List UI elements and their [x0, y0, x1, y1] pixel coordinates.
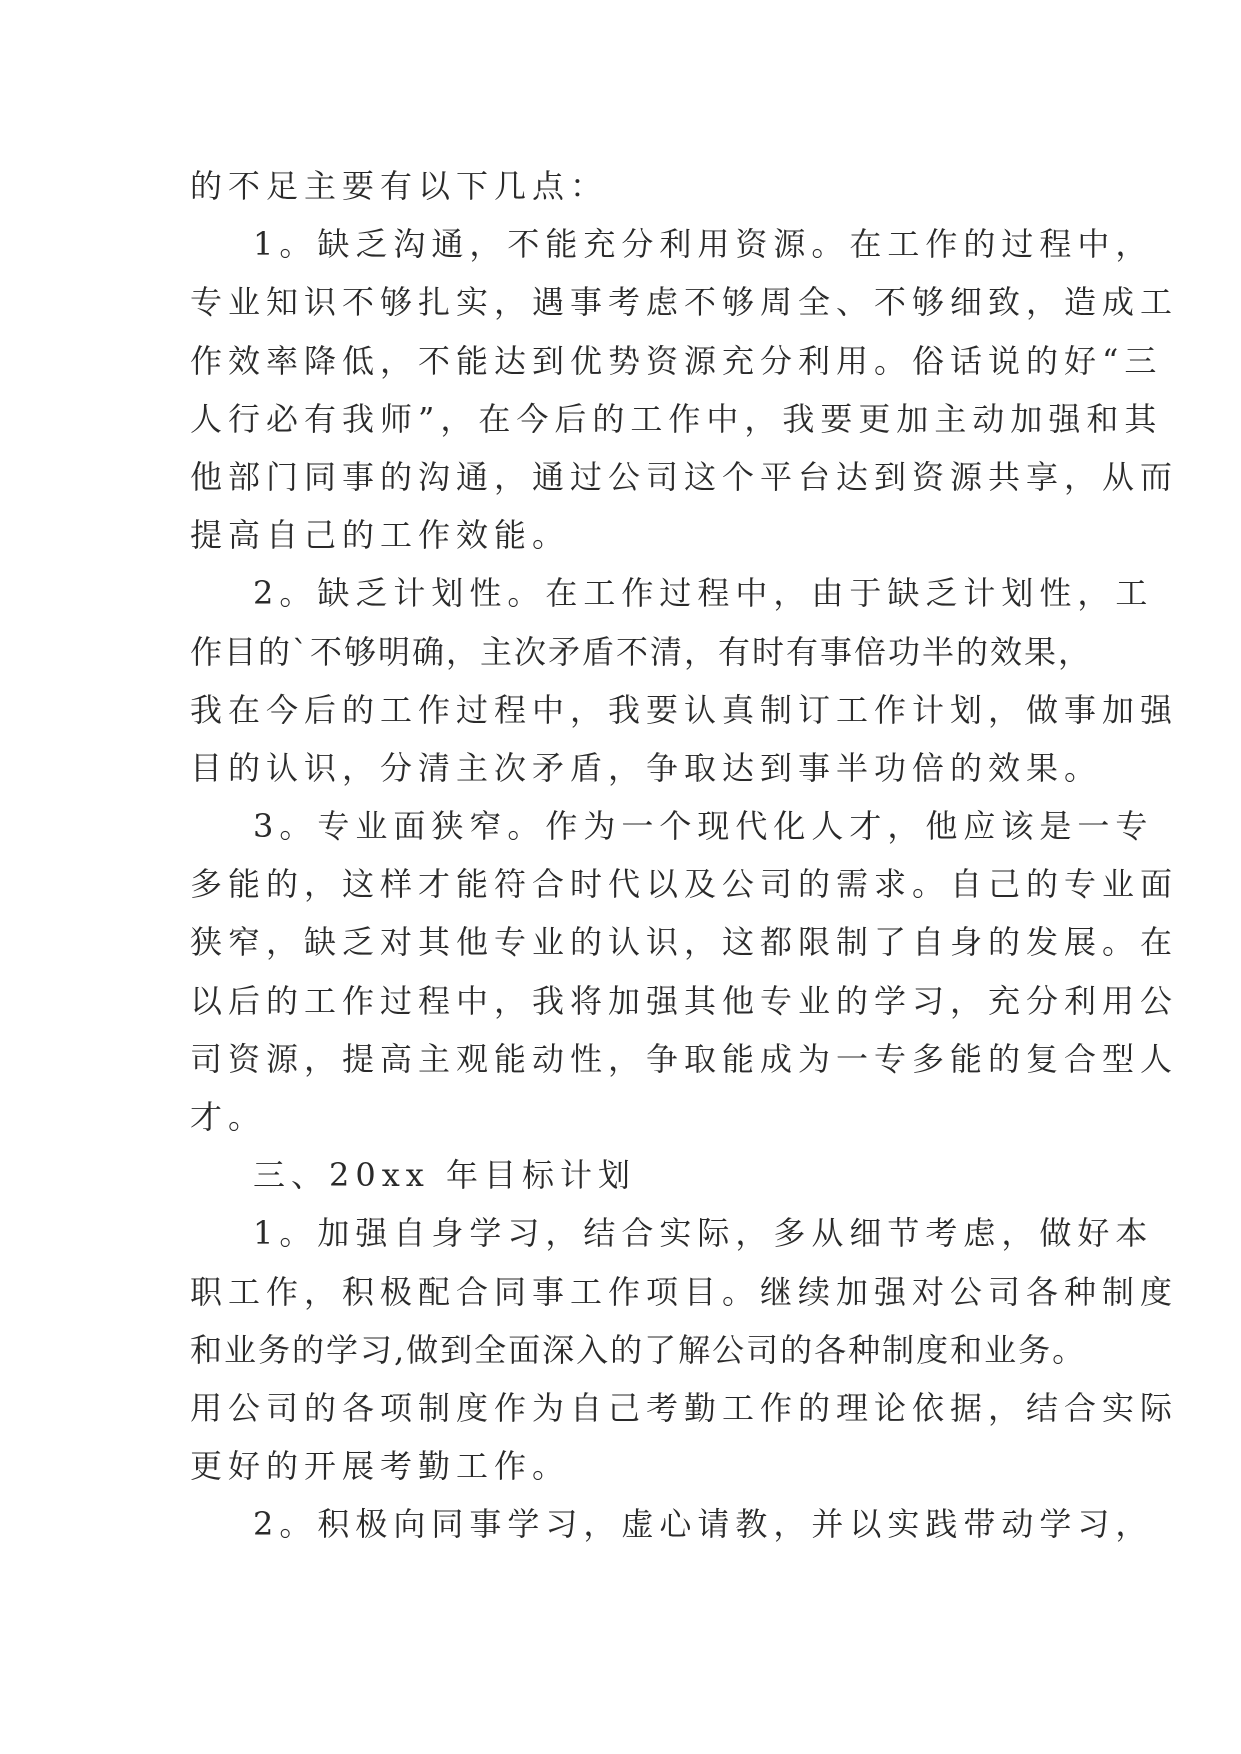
text-line: 和业务的学习,做到全面深入的了解公司的各种制度和业务。 — [190, 1330, 1087, 1369]
text-line: 我在今后的工作过程中，我要认真制订工作计划，做事加强 — [190, 690, 1179, 729]
text-line: 用公司的各项制度作为自己考勤工作的理论依据，结合实际 — [190, 1388, 1179, 1427]
text-line: 更好的开展考勤工作。 — [190, 1447, 571, 1486]
text-line: 1。加强自身学习，结合实际，多从细节考虑，做好本 — [253, 1214, 1154, 1253]
text-line: 作目的`不够明确，主次矛盾不清，有时有事倍功半的效果， — [190, 632, 1093, 671]
text-line: 职工作，积极配合同事工作项目。继续加强对公司各种制度 — [190, 1272, 1179, 1311]
section-heading: 三、20xx 年目标计划 — [253, 1156, 636, 1195]
text-line: 他部门同事的沟通，通过公司这个平台达到资源共享，从而 — [190, 457, 1179, 496]
text-line: 2。缺乏计划性。在工作过程中，由于缺乏计划性，工 — [253, 574, 1154, 613]
text-line: 人行必有我师”，在今后的工作中，我要更加主动加强和其 — [190, 399, 1163, 438]
text-line: 以后的工作过程中，我将加强其他专业的学习，充分利用公 — [190, 981, 1179, 1020]
text-line: 3。专业面狭窄。作为一个现代化人才，他应该是一专 — [253, 807, 1154, 846]
text-line: 多能的，这样才能符合时代以及公司的需求。自己的专业面 — [190, 865, 1179, 904]
text-line: 才。 — [190, 1098, 267, 1136]
document-body — [190, 157, 1179, 1554]
text-line: 作效率降低，不能达到优势资源充分利用。俗话说的好“三 — [190, 341, 1163, 380]
text-line: 的不足主要有以下几点： — [190, 167, 609, 205]
text-line: 1。缺乏沟通，不能充分利用资源。在工作的过程中， — [253, 225, 1154, 264]
text-line: 司资源，提高主观能动性，争取能成为一专多能的复合型人 — [190, 1039, 1179, 1078]
text-line: 狭窄，缺乏对其他专业的认识，这都限制了自身的发展。在 — [190, 923, 1179, 962]
text-line: 2。积极向同事学习，虚心请教，并以实践带动学习， — [253, 1505, 1154, 1544]
text-line: 提高自己的工作效能。 — [190, 516, 571, 555]
text-line: 专业知识不够扎实，遇事考虑不够周全、不够细致，造成工 — [190, 283, 1179, 322]
text-line: 目的认识，分清主次矛盾，争取达到事半功倍的效果。 — [190, 748, 1103, 787]
